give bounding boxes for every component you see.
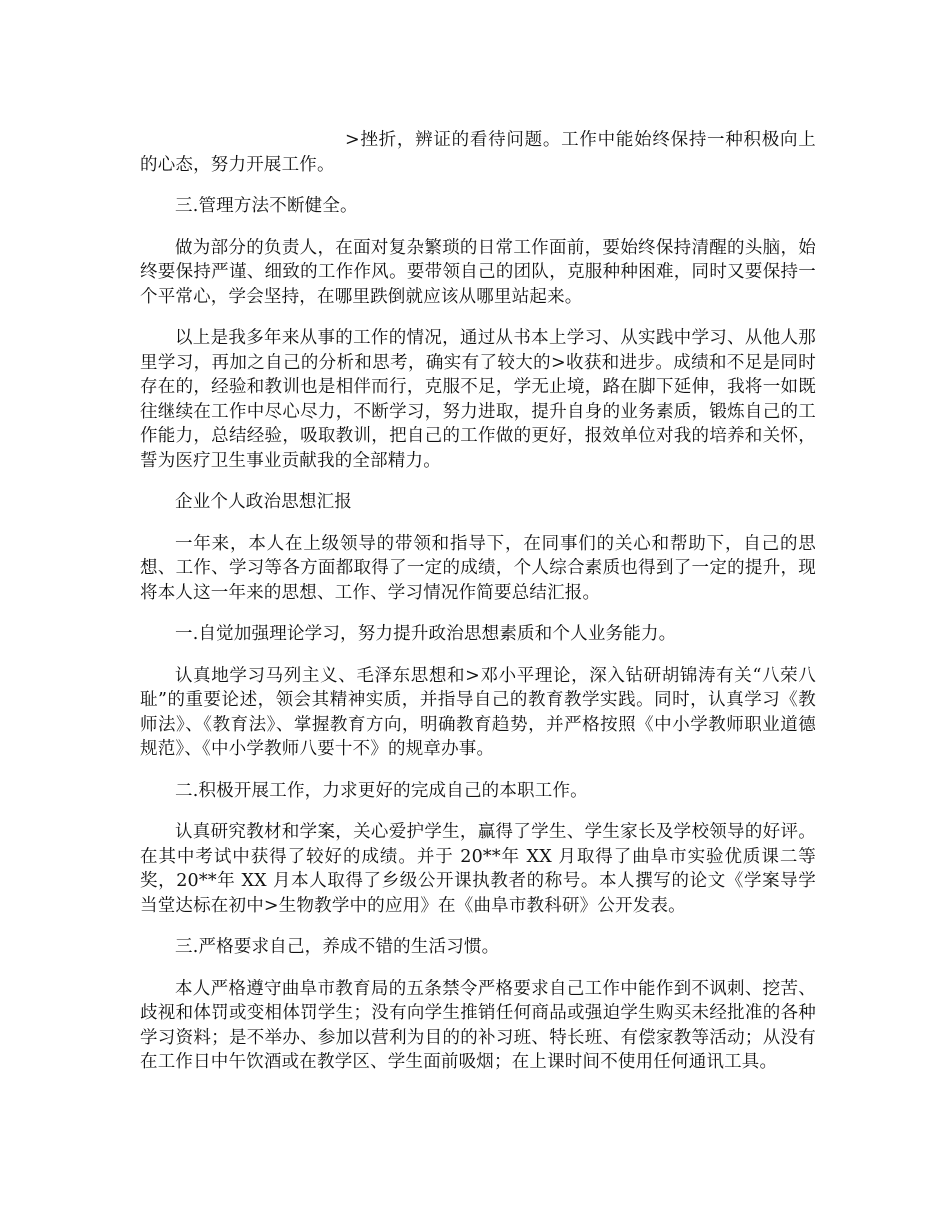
paragraph-leadership: 做为部分的负责人，在面对复杂繁琐的日常工作面前，要始终保持清醒的头脑，始终要保持严谨、细致的工作作风。要带领自己的团队，克服种种困难，同时又要保持一个平常心，学会坚持，在哪里跌倒就应该从哪里站起来。 (140, 237, 816, 307)
paragraph-work: 认真研究教材和学案，关心爱护学生，赢得了学生、学生家长及学校领导的好评。在其中考试中获得了较好的成绩。并于 20**年 XX 月取得了曲阜市实验优质课二等奖，20**年 XX 月本人取得了乡级公开课执教者的称号。本人撰写的论文《学案导学当堂达标在初中>生物教学中的应用》在《曲阜市教科研》公开发表。 (140, 822, 816, 916)
section-title-political-report: 企业个人政治思想汇报 (175, 492, 352, 512)
paragraph-theory-study: 认真地学习马列主义、毛泽东思想和>邓小平理论，深入钻研胡锦涛有关“八荣八耻”的重要论述，领会其精神实质，并指导自己的教育教学实践。同时，认真学习《教师法》、《教育法》、掌握教育方向，明确教育趋势，并严格按照《中小学教师职业道德规范》、《中小学教师八要十不》的规章办事。 (140, 665, 816, 759)
heading-self-discipline: 三.严格要求自己，养成不错的生活习惯。 (175, 937, 500, 957)
paragraph-summary: 以上是我多年来从事的工作的情况，通过从书本上学习、从实践中学习、从他人那 里学习，再加之自己的分析和思考，确实有了较大的>收获和进步。成绩和不足是同时存在的，经验和教训也是相伴而行，克服不足，学无止境，路在脚下延伸，我将一如既往继续在工作中尽心尽力，不断学习，努力进取，提升自身的业务素质，锻炼自己的工作能力，总结经验，吸取教训，把自己的工作做的更好，报效单位对我的培养和关怀，誓为医疗卫生事业贡献我的全部精力。 (140, 328, 816, 471)
heading-work: 二.积极开展工作，力求更好的完成自己的本职工作。 (175, 780, 588, 801)
paragraph-continuation: >挫折，辨证的看待问题。工作中能始终保持一种积极向上的心态，努力开展工作。 (140, 130, 816, 175)
heading-management-methods: 三.管理方法不断健全。 (175, 196, 358, 216)
paragraph-self-discipline: 本人严格遵守曲阜市教育局的五条禁令严格要求自己工作中能作到不讽刺、挖苦、歧视和体罚或变相体罚学生；没有向学生推销任何商品或强迫学生购买未经批准的各种学习资料；是不举办、参加以营利为目的的补习班、特长班、有偿家教等活动；从没有在工作日中午饮酒或在教学区、学生面前吸烟；在上课时间不使用任何通讯工具。 (140, 978, 816, 1072)
heading-theory-study: 一.自觉加强理论学习，努力提升政治思想素质和个人业务能力。 (175, 624, 677, 644)
document-page (140, 128, 816, 1092)
paragraph-intro: 一年来，本人在上级领导的带领和指导下，在同事们的关心和帮助下，自己的思想、工作、学习等各方面都取得了一定的成绩，个人综合素质也得到了一定的提升，现将本人这一年来的思想、工作、学习情况作简要总结汇报。 (140, 533, 816, 603)
